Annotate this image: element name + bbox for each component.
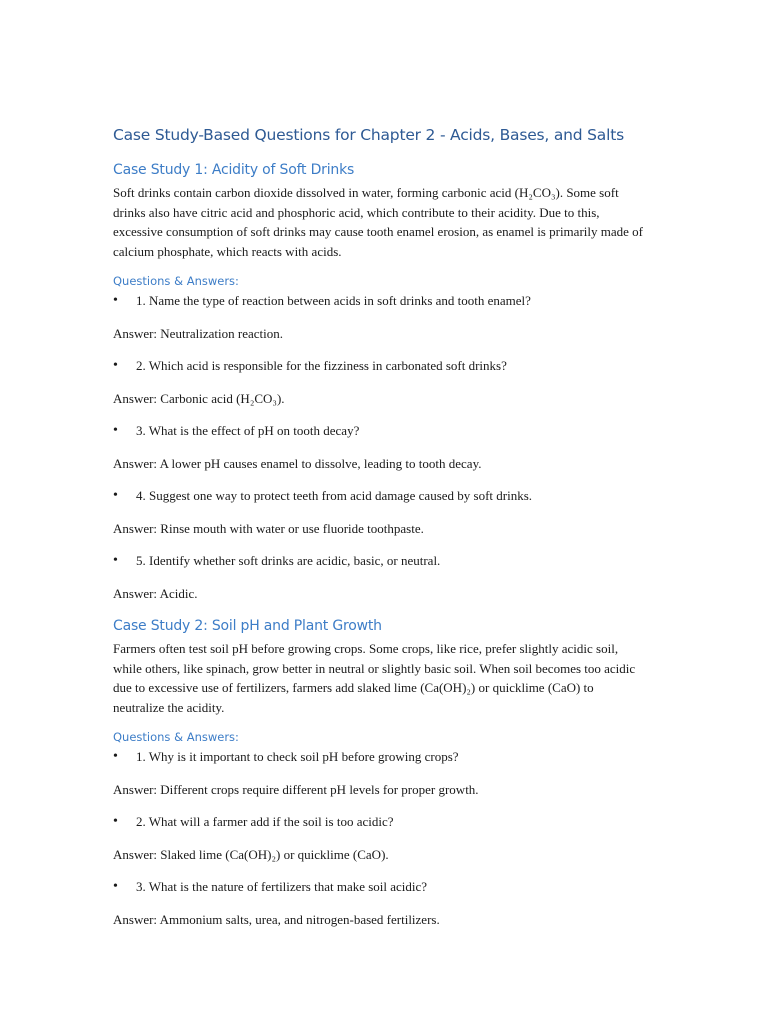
question-item xyxy=(113,812,643,832)
answer-text: Answer: Slaked lime (Ca(OH)₂) or quicklime (CaO). xyxy=(113,846,389,862)
answer-text: Answer: Ammonium salts, urea, and nitrogen-based fertilizers. xyxy=(113,911,440,927)
question-text: 2. Which acid is responsible for the fizziness in carbonated soft drinks? xyxy=(136,358,507,373)
case-study-intro: Farmers often test soil pH before growing crops. Some crops, like rice, prefer slightly acidic soil, while others, like spinach, grow better in neutral or slightly basic soil. When soil becomes too acidic due to excessive use of fertilizers, farmers add slaked lime (Ca(OH)₂) or quicklime (CaO) to neutralize the acidity. xyxy=(113,641,636,715)
bullet-icon: • xyxy=(113,879,118,894)
answer-text: Answer: Different crops require different pH levels for proper growth. xyxy=(113,781,479,797)
case-study-2 xyxy=(113,616,643,929)
bullet-icon: • xyxy=(113,553,118,568)
case-study-intro: Soft drinks contain carbon dioxide dissolved in water, forming carbonic acid (H₂CO₃). Some soft drinks also have citric acid and phosphoric acid, which contribute to their acidity. Due to this, excessive consumption of soft drinks may cause tooth enamel erosion, as enamel is primarily made of calcium phosphate, which reacts with acids. xyxy=(113,185,643,259)
question-text: 2. What will a farmer add if the soil is too acidic? xyxy=(136,814,394,829)
answer-text: Answer: Acidic. xyxy=(113,585,198,601)
case-study-heading: Case Study 2: Soil pH and Plant Growth xyxy=(113,618,382,634)
bullet-icon: • xyxy=(113,423,118,438)
case-study-1 xyxy=(113,160,643,603)
question-item xyxy=(113,747,643,767)
question-text: 1. Name the type of reaction between acids in soft drinks and tooth enamel? xyxy=(136,293,531,308)
bullet-icon: • xyxy=(113,358,118,373)
question-text: 3. What is the nature of fertilizers that make soil acidic? xyxy=(136,879,428,894)
document-title: Case Study-Based Questions for Chapter 2 - Acids, Bases, and Salts xyxy=(113,126,624,144)
answer-text: Answer: Neutralization reaction. xyxy=(113,325,284,341)
question-text: 1. Why is it important to check soil pH before growing crops? xyxy=(136,749,459,764)
bullet-icon: • xyxy=(113,293,118,308)
case-study-heading: Case Study 1: Acidity of Soft Drinks xyxy=(113,162,355,178)
questions-heading: Questions & Answers: xyxy=(113,730,239,744)
bullet-icon: • xyxy=(113,488,118,503)
question-text: 3. What is the effect of pH on tooth decay? xyxy=(136,423,360,438)
question-text: 5. Identify whether soft drinks are acidic, basic, or neutral. xyxy=(136,553,441,568)
question-item xyxy=(113,486,643,506)
question-item xyxy=(113,421,643,441)
answer-text: Answer: Rinse mouth with water or use fluoride toothpaste. xyxy=(113,520,424,536)
question-item xyxy=(113,877,643,897)
question-item xyxy=(113,551,643,571)
questions-heading: Questions & Answers: xyxy=(113,274,239,288)
document-page xyxy=(113,124,643,942)
bullet-icon: • xyxy=(113,749,118,764)
answer-text: Answer: A lower pH causes enamel to dissolve, leading to tooth decay. xyxy=(113,455,482,471)
question-item xyxy=(113,291,643,311)
answer-text: Answer: Carbonic acid (H₂CO₃). xyxy=(113,390,285,406)
question-text: 4. Suggest one way to protect teeth from acid damage caused by soft drinks. xyxy=(136,488,533,503)
question-item xyxy=(113,356,643,376)
bullet-icon: • xyxy=(113,814,118,829)
